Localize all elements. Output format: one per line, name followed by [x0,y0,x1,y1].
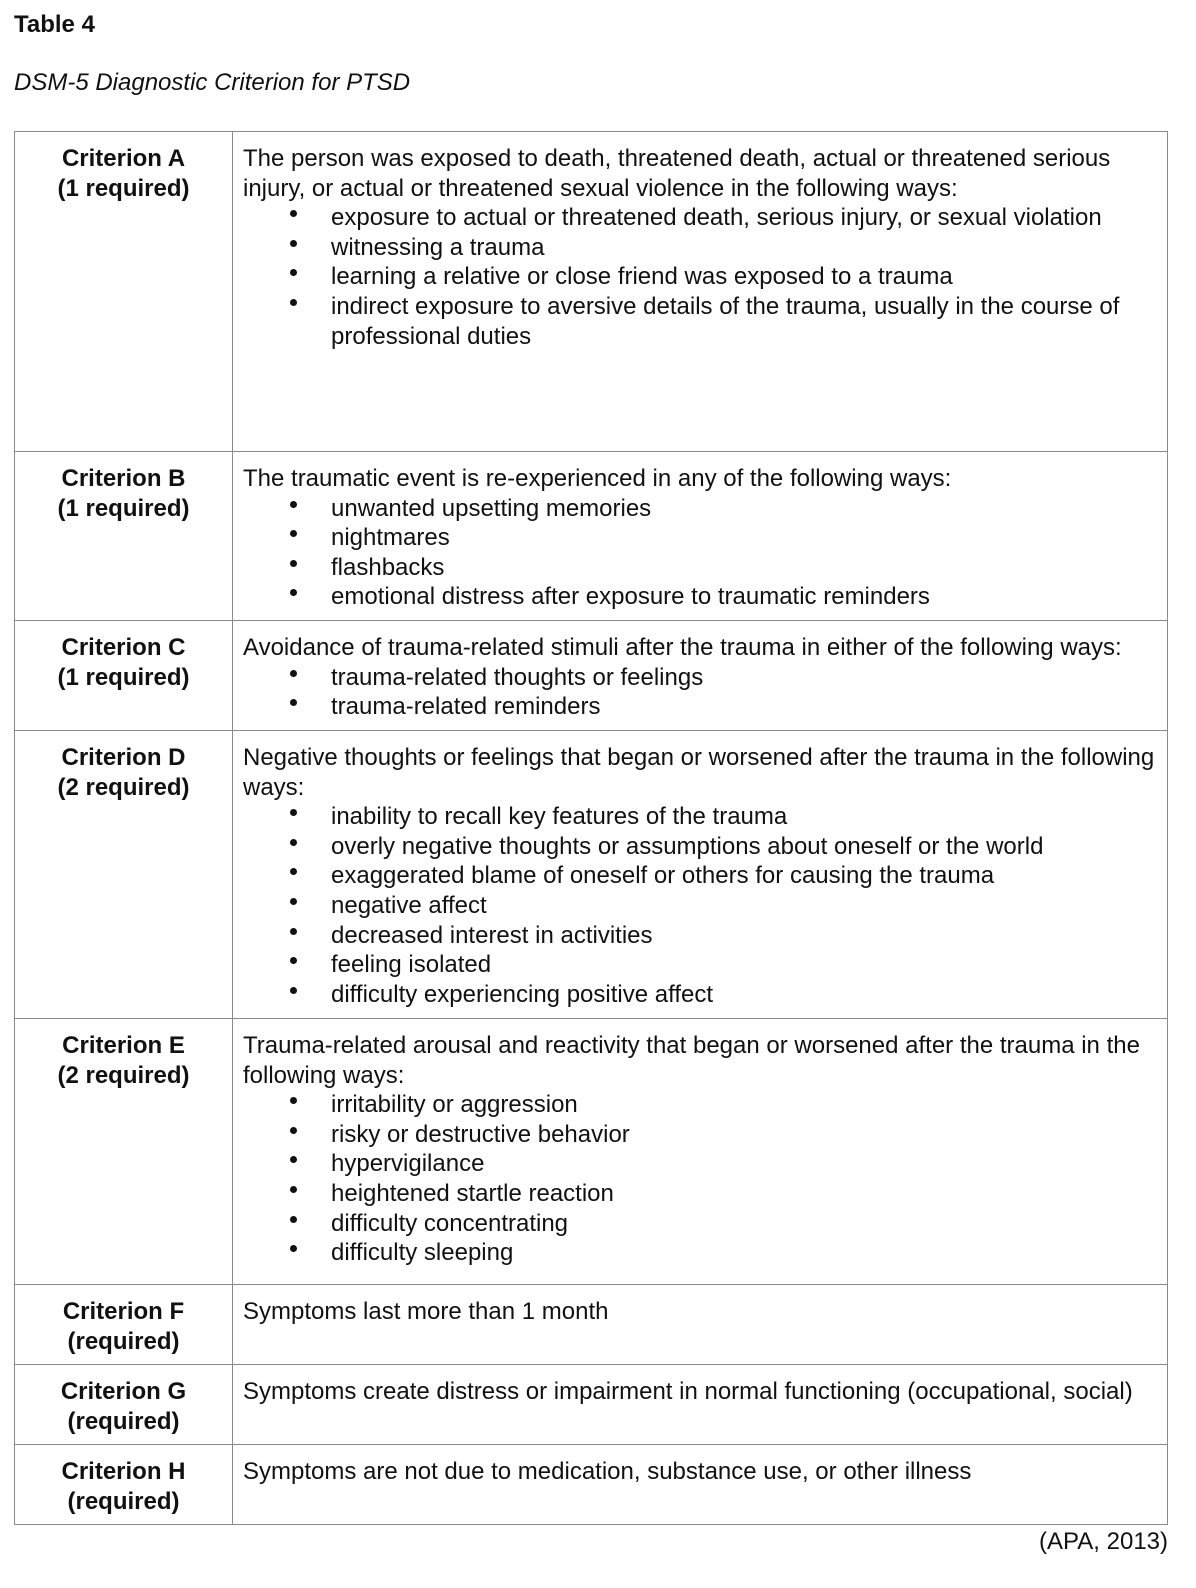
criterion-requirement: (required) [67,1487,180,1515]
criterion-description [233,1285,1168,1365]
criterion-description [233,621,1168,731]
table-row [15,452,1168,621]
criterion-description [233,1019,1168,1285]
table-row [15,1285,1168,1365]
list-item: trauma-related thoughts or feelings [243,663,1161,693]
list-item: difficulty concentrating [243,1209,1161,1239]
criterion-name: Criterion F [62,1298,185,1325]
criterion-requirement: (required) [67,1327,180,1355]
list-item: negative affect [243,891,1161,921]
criterion-name: Criterion A [61,145,186,172]
citation: (APA, 2013) [1039,1528,1168,1555]
criterion-cell [15,1445,233,1525]
criterion-cell [15,1365,233,1445]
criterion-name: Criterion E [62,1032,185,1059]
criterion-requirement: (1 required) [57,663,190,691]
criterion-cell [15,1285,233,1365]
list-item: risky or destructive behavior [243,1120,1161,1150]
list-item: nightmares [243,523,1161,553]
table-row [15,1019,1168,1285]
criterion-description [233,1445,1168,1525]
table-row [15,1365,1168,1445]
list-item: learning a relative or close friend was exposed to a trauma [243,262,1161,292]
criterion-requirement: (required) [67,1407,180,1435]
list-item: exposure to actual or threatened death, serious injury, or sexual violation [243,203,1161,233]
list-item: flashbacks [243,553,1161,583]
criterion-description [233,1365,1168,1445]
criterion-intro: Avoidance of trauma-related stimuli after the trauma in either of the following ways: [243,634,1122,661]
list-item: inability to recall key features of the trauma [243,802,1161,832]
criterion-requirement: (2 required) [57,773,190,801]
list-item: decreased interest in activities [243,921,1161,951]
criterion-intro: Symptoms create distress or impairment in normal functioning (occupational, social) [243,1378,1133,1405]
bullet-list [243,663,1161,722]
criterion-intro: Symptoms last more than 1 month [243,1298,609,1325]
criterion-intro: Trauma-related arousal and reactivity that began or worsened after the trauma in the following ways: [243,1032,1140,1089]
list-item: feeling isolated [243,950,1161,980]
criterion-description [233,452,1168,621]
bullet-list [243,802,1161,1009]
list-item: indirect exposure to aversive details of the trauma, usually in the course of professional duties [243,292,1161,351]
table-row [15,621,1168,731]
table-row [15,132,1168,452]
criterion-description [233,132,1168,452]
table-row [15,731,1168,1019]
criterion-name: Criterion D [61,744,186,771]
list-item: hypervigilance [243,1149,1161,1179]
criterion-name: Criterion G [60,1378,187,1405]
criterion-name: Criterion H [61,1458,186,1485]
criterion-cell [15,132,233,452]
table-title: DSM-5 Diagnostic Criterion for PTSD [14,69,411,96]
list-item: unwanted upsetting memories [243,494,1161,524]
criterion-description [233,731,1168,1019]
list-item: difficulty sleeping [243,1238,1161,1268]
criterion-intro: Negative thoughts or feelings that began or worsened after the trauma in the following ways: [243,744,1155,801]
criterion-name: Criterion C [61,634,186,661]
table-row [15,1445,1168,1525]
criterion-cell [15,452,233,621]
table-label: Table 4 [14,11,95,38]
criteria-table [14,131,1168,1525]
list-item: emotional distress after exposure to traumatic reminders [243,582,1161,612]
list-item: trauma-related reminders [243,692,1161,722]
criterion-intro: The person was exposed to death, threatened death, actual or threatened serious injury, or actual or threatened sexual violence in the following ways: [243,145,1111,202]
bullet-list [243,203,1161,351]
list-item: exaggerated blame of oneself or others for causing the trauma [243,861,1161,891]
criterion-requirement: (1 required) [57,494,190,522]
list-item: overly negative thoughts or assumptions about oneself or the world [243,832,1161,862]
criterion-requirement: (2 required) [57,1061,190,1089]
bullet-list [243,1090,1161,1268]
list-item: difficulty experiencing positive affect [243,980,1161,1010]
criterion-cell [15,621,233,731]
bullet-list [243,494,1161,612]
list-item: heightened startle reaction [243,1179,1161,1209]
criterion-requirement: (1 required) [57,174,190,202]
criterion-intro: Symptoms are not due to medication, substance use, or other illness [243,1458,972,1485]
list-item: irritability or aggression [243,1090,1161,1120]
criterion-intro: The traumatic event is re-experienced in any of the following ways: [243,465,952,492]
criterion-cell [15,731,233,1019]
criterion-name: Criterion B [61,465,186,492]
list-item: witnessing a trauma [243,233,1161,263]
criterion-cell [15,1019,233,1285]
